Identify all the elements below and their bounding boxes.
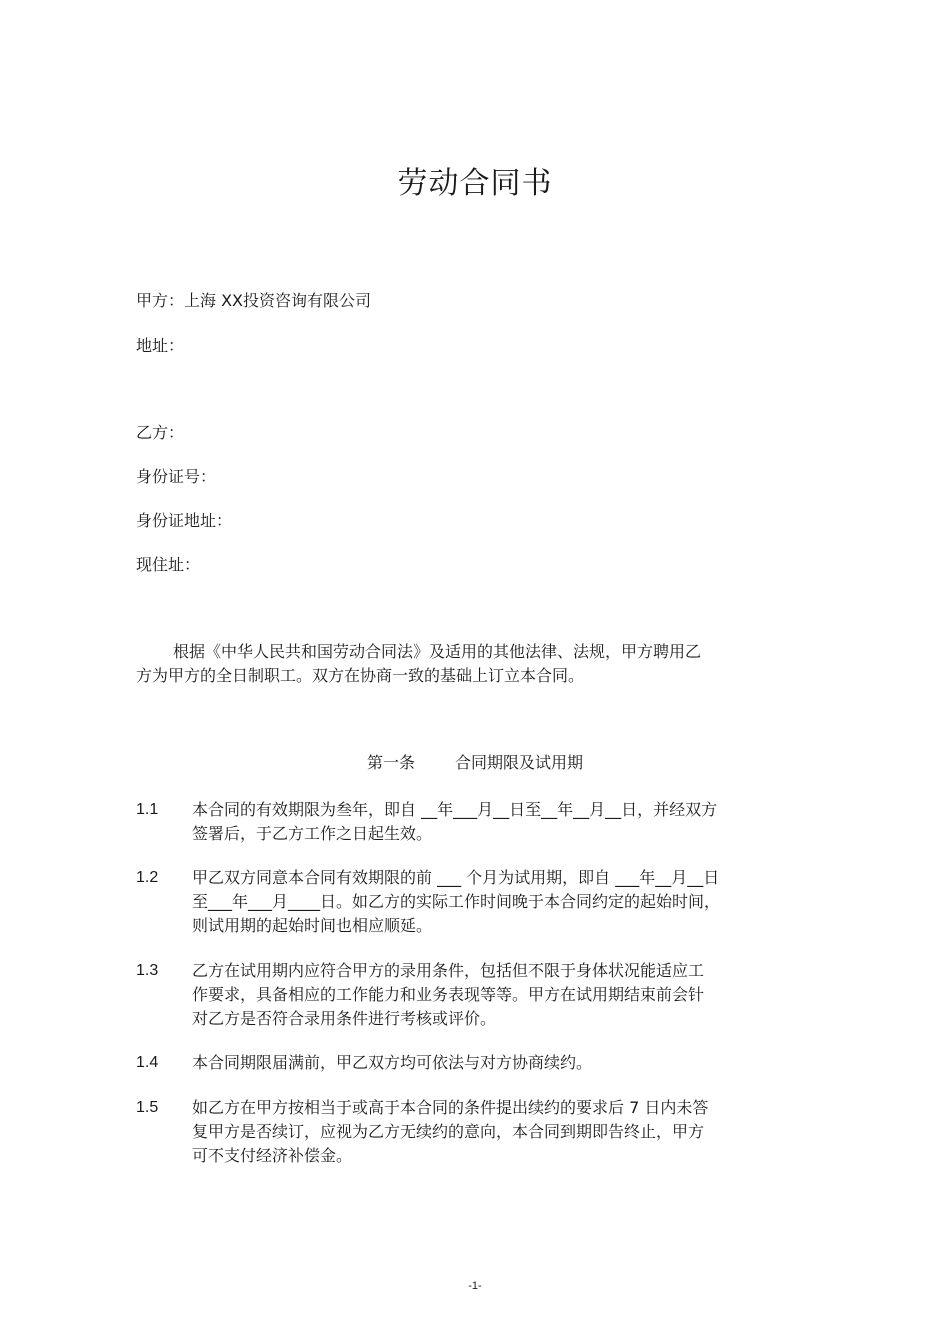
party-b-line: 乙方： (136, 423, 185, 442)
clause-number: 1.3 (136, 962, 159, 979)
preamble-line-2: 方为甲方的全日制职工。双方在协商一致的基础上订立本合同。 (136, 666, 585, 685)
article-title: 合同期限及试用期 (455, 753, 584, 772)
clause-number: 1.4 (136, 1054, 159, 1071)
party-a-line: 甲方：上海 XX投资咨询有限公司 (136, 291, 372, 310)
clause-line: 至___年___月____日。如乙方的实际工作时间晚于本合同约定的起始时间， (192, 892, 721, 911)
party-b-id-address: 身份证地址： (136, 511, 233, 530)
article-1-heading (0, 750, 950, 773)
clause-line: 复甲方是否续订，应视为乙方无续约的意向，本合同到期即告终止，甲方 (192, 1122, 705, 1141)
clause-number: 1.1 (136, 801, 159, 818)
clause-line: 对乙方是否符合录用条件进行考核或评价。 (192, 1009, 497, 1028)
clause-line: 作要求，具备相应的工作能力和业务表现等等。甲方在试用期结束前会针 (192, 985, 705, 1004)
clause-number: 1.2 (136, 869, 159, 886)
clause-line: 签署后，于乙方工作之日起生效。 (192, 824, 433, 843)
clause-line: 甲乙双方同意本合同有效期限的前 ___ 个月为试用期，即自 ___年__月__日 (192, 868, 720, 887)
page-number: -1- (468, 1280, 482, 1292)
clause-line: 本合同的有效期限为叁年，即自 __年___月__日至__年__月__日，并经双方 (192, 800, 718, 819)
preamble-line-1: 根据《中华人民共和国劳动合同法》及适用的其他法律、法规，甲方聘用乙 (173, 642, 702, 661)
party-b-id-number: 身份证号： (136, 467, 217, 486)
clause-line: 则试用期的起始时间也相应顺延。 (192, 916, 433, 935)
clause-line: 乙方在试用期内应符合甲方的录用条件，包括但不限于身体状况能适应工 (192, 961, 705, 980)
clause-number: 1.5 (136, 1099, 159, 1116)
article-number: 第一条 (366, 753, 415, 772)
clause-line: 可不支付经济补偿金。 (192, 1146, 353, 1165)
party-b-current-address: 现住址： (136, 555, 201, 574)
clause-line: 如乙方在甲方按相当于或高于本合同的条件提出续约的要求后 7 日内未答 (192, 1098, 709, 1117)
clause-line: 本合同期限届满前，甲乙双方均可依法与对方协商续约。 (192, 1053, 593, 1072)
document-title: 劳动合同书 (397, 166, 553, 201)
party-a-address: 地址： (136, 336, 185, 355)
